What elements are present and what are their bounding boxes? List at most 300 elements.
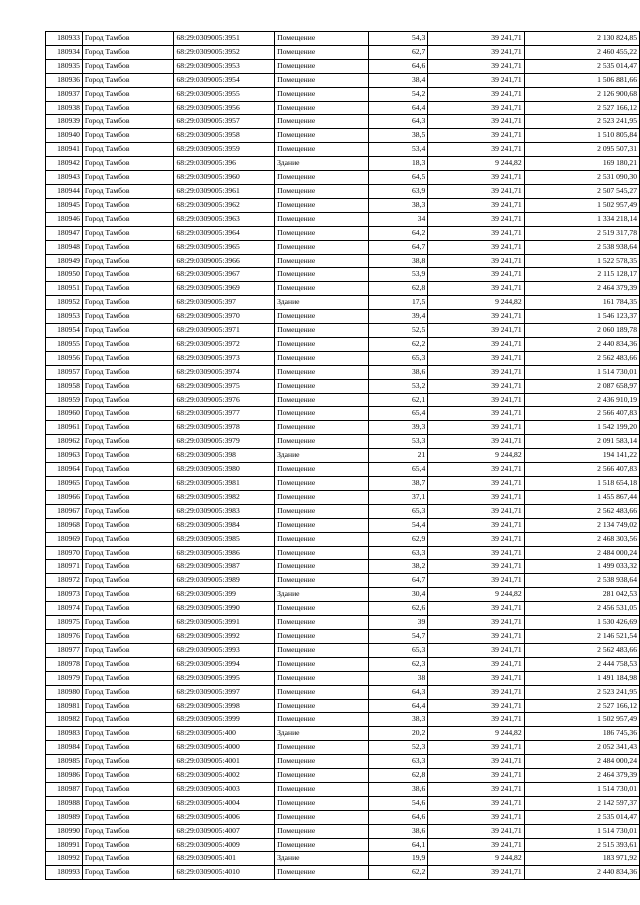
object-type-cell: Здание [275,157,369,171]
municipality-cell: Город Тамбов [82,421,174,435]
table-row [46,727,640,741]
unit-value-cell: 39 241,71 [428,490,524,504]
table-row [46,713,640,727]
unit-value-cell: 39 241,71 [428,616,524,630]
row-number-cell: 180984 [46,741,83,755]
unit-value-cell: 9 244,82 [428,727,524,741]
municipality-cell: Город Тамбов [82,727,174,741]
object-type-cell: Помещение [275,782,369,796]
table-row [46,560,640,574]
area-cell: 38,8 [368,254,428,268]
row-number-cell: 180954 [46,324,83,338]
area-cell: 64,3 [368,685,428,699]
row-number-cell: 180962 [46,435,83,449]
table-row [46,129,640,143]
row-number-cell: 180964 [46,463,83,477]
cadastral-value-cell: 2 562 483,66 [524,351,639,365]
area-cell: 38,7 [368,477,428,491]
cadastral-number-cell: 68:29:0309005:3981 [174,477,275,491]
object-type-cell: Помещение [275,546,369,560]
table-row [46,504,640,518]
unit-value-cell: 39 241,71 [428,282,524,296]
table-row [46,435,640,449]
unit-value-cell: 39 241,71 [428,769,524,783]
cadastral-value-cell: 2 464 379,39 [524,282,639,296]
municipality-cell: Город Тамбов [82,518,174,532]
area-cell: 64,4 [368,101,428,115]
municipality-cell: Город Тамбов [82,198,174,212]
object-type-cell: Помещение [275,435,369,449]
municipality-cell: Город Тамбов [82,755,174,769]
cadastral-value-cell: 2 527 166,12 [524,699,639,713]
cadastral-value-cell: 2 484 000,24 [524,546,639,560]
cadastral-value-cell: 1 514 730,01 [524,365,639,379]
municipality-cell: Город Тамбов [82,852,174,866]
unit-value-cell: 39 241,71 [428,45,524,59]
unit-value-cell: 39 241,71 [428,268,524,282]
municipality-cell: Город Тамбов [82,171,174,185]
object-type-cell: Помещение [275,393,369,407]
cadastral-number-cell: 68:29:0309005:3970 [174,310,275,324]
row-number-cell: 180937 [46,87,83,101]
table-row [46,685,640,699]
cadastral-number-cell: 68:29:0309005:401 [174,852,275,866]
table-row [46,518,640,532]
cadastral-number-cell: 68:29:0309005:4004 [174,796,275,810]
row-number-cell: 180975 [46,616,83,630]
cadastral-value-cell: 2 091 583,14 [524,435,639,449]
cadastral-value-cell: 2 562 483,66 [524,643,639,657]
area-cell: 54,4 [368,518,428,532]
row-number-cell: 180955 [46,337,83,351]
cadastral-value-table [45,31,640,880]
unit-value-cell: 39 241,71 [428,699,524,713]
cadastral-number-cell: 68:29:0309005:3969 [174,282,275,296]
municipality-cell: Город Тамбов [82,449,174,463]
municipality-cell: Город Тамбов [82,240,174,254]
row-number-cell: 180936 [46,73,83,87]
municipality-cell: Город Тамбов [82,296,174,310]
object-type-cell: Помещение [275,101,369,115]
cadastral-number-cell: 68:29:0309005:3982 [174,490,275,504]
row-number-cell: 180950 [46,268,83,282]
row-number-cell: 180982 [46,713,83,727]
cadastral-number-cell: 68:29:0309005:3985 [174,532,275,546]
municipality-cell: Город Тамбов [82,324,174,338]
cadastral-number-cell: 68:29:0309005:3998 [174,699,275,713]
cadastral-number-cell: 68:29:0309005:3963 [174,212,275,226]
table-row [46,671,640,685]
object-type-cell: Помещение [275,671,369,685]
object-type-cell: Здание [275,588,369,602]
cadastral-number-cell: 68:29:0309005:3961 [174,184,275,198]
object-type-cell: Здание [275,852,369,866]
unit-value-cell: 9 244,82 [428,449,524,463]
municipality-cell: Город Тамбов [82,643,174,657]
area-cell: 62,2 [368,337,428,351]
row-number-cell: 180959 [46,393,83,407]
unit-value-cell: 39 241,71 [428,407,524,421]
row-number-cell: 180944 [46,184,83,198]
area-cell: 38 [368,671,428,685]
table-row [46,87,640,101]
municipality-cell: Город Тамбов [82,463,174,477]
table-row [46,657,640,671]
unit-value-cell: 9 244,82 [428,852,524,866]
object-type-cell: Помещение [275,504,369,518]
municipality-cell: Город Тамбов [82,685,174,699]
municipality-cell: Город Тамбов [82,351,174,365]
cadastral-value-cell: 2 052 341,43 [524,741,639,755]
cadastral-number-cell: 68:29:0309005:396 [174,157,275,171]
cadastral-value-cell: 2 060 189,78 [524,324,639,338]
row-number-cell: 180979 [46,671,83,685]
municipality-cell: Город Тамбов [82,87,174,101]
object-type-cell: Помещение [275,699,369,713]
municipality-cell: Город Тамбов [82,45,174,59]
cadastral-value-cell: 2 535 014,47 [524,810,639,824]
municipality-cell: Город Тамбов [82,796,174,810]
object-type-cell: Помещение [275,741,369,755]
cadastral-number-cell: 68:29:0309005:4003 [174,782,275,796]
cadastral-value-cell: 2 464 379,39 [524,769,639,783]
area-cell: 52,3 [368,741,428,755]
cadastral-number-cell: 68:29:0309005:397 [174,296,275,310]
area-cell: 19,9 [368,852,428,866]
object-type-cell: Помещение [275,45,369,59]
municipality-cell: Город Тамбов [82,741,174,755]
unit-value-cell: 39 241,71 [428,226,524,240]
municipality-cell: Город Тамбов [82,212,174,226]
cadastral-value-cell: 1 518 654,18 [524,477,639,491]
municipality-cell: Город Тамбов [82,504,174,518]
table-row [46,365,640,379]
cadastral-number-cell: 68:29:0309005:3951 [174,32,275,46]
table-row [46,184,640,198]
municipality-cell: Город Тамбов [82,337,174,351]
row-number-cell: 180934 [46,45,83,59]
cadastral-value-cell: 169 180,21 [524,157,639,171]
cadastral-number-cell: 68:29:0309005:3958 [174,129,275,143]
row-number-cell: 180961 [46,421,83,435]
unit-value-cell: 39 241,71 [428,240,524,254]
cadastral-number-cell: 68:29:0309005:3967 [174,268,275,282]
row-number-cell: 180942 [46,157,83,171]
object-type-cell: Помещение [275,477,369,491]
table-row [46,393,640,407]
area-cell: 18,3 [368,157,428,171]
municipality-cell: Город Тамбов [82,477,174,491]
cadastral-value-cell: 2 515 393,61 [524,838,639,852]
cadastral-value-cell: 2 130 824,85 [524,32,639,46]
table-row [46,782,640,796]
cadastral-value-cell: 2 538 938,64 [524,574,639,588]
municipality-cell: Город Тамбов [82,268,174,282]
unit-value-cell: 39 241,71 [428,73,524,87]
unit-value-cell: 39 241,71 [428,337,524,351]
table-row [46,268,640,282]
unit-value-cell: 9 244,82 [428,588,524,602]
cadastral-number-cell: 68:29:0309005:3962 [174,198,275,212]
municipality-cell: Город Тамбов [82,365,174,379]
cadastral-value-cell: 2 523 241,95 [524,115,639,129]
table-row [46,101,640,115]
unit-value-cell: 39 241,71 [428,212,524,226]
row-number-cell: 180965 [46,477,83,491]
unit-value-cell: 39 241,71 [428,171,524,185]
cadastral-value-cell: 1 455 867,44 [524,490,639,504]
object-type-cell: Помещение [275,282,369,296]
cadastral-number-cell: 68:29:0309005:3994 [174,657,275,671]
object-type-cell: Помещение [275,171,369,185]
table-row [46,73,640,87]
unit-value-cell: 39 241,71 [428,324,524,338]
municipality-cell: Город Тамбов [82,866,174,880]
cadastral-number-cell: 68:29:0309005:3978 [174,421,275,435]
table-row [46,282,640,296]
object-type-cell: Помещение [275,713,369,727]
area-cell: 37,1 [368,490,428,504]
cadastral-number-cell: 68:29:0309005:3956 [174,101,275,115]
area-cell: 62,7 [368,45,428,59]
table-row [46,198,640,212]
cadastral-number-cell: 68:29:0309005:3975 [174,379,275,393]
cadastral-number-cell: 68:29:0309005:4001 [174,755,275,769]
object-type-cell: Помещение [275,87,369,101]
object-type-cell: Помещение [275,351,369,365]
object-type-cell: Помещение [275,838,369,852]
object-type-cell: Помещение [275,769,369,783]
object-type-cell: Помещение [275,365,369,379]
cadastral-value-cell: 2 095 507,31 [524,143,639,157]
area-cell: 53,3 [368,435,428,449]
row-number-cell: 180951 [46,282,83,296]
object-type-cell: Помещение [275,643,369,657]
unit-value-cell: 39 241,71 [428,115,524,129]
unit-value-cell: 39 241,71 [428,532,524,546]
area-cell: 62,8 [368,282,428,296]
unit-value-cell: 39 241,71 [428,379,524,393]
row-number-cell: 180972 [46,574,83,588]
municipality-cell: Город Тамбов [82,782,174,796]
area-cell: 64,1 [368,838,428,852]
row-number-cell: 180948 [46,240,83,254]
object-type-cell: Помещение [275,129,369,143]
cadastral-number-cell: 68:29:0309005:398 [174,449,275,463]
cadastral-number-cell: 68:29:0309005:4010 [174,866,275,880]
cadastral-number-cell: 68:29:0309005:4002 [174,769,275,783]
unit-value-cell: 39 241,71 [428,393,524,407]
area-cell: 53,9 [368,268,428,282]
area-cell: 20,2 [368,727,428,741]
area-cell: 64,5 [368,171,428,185]
cadastral-value-cell: 1 502 957,49 [524,713,639,727]
cadastral-value-cell: 1 546 123,37 [524,310,639,324]
area-cell: 17,5 [368,296,428,310]
area-cell: 53,4 [368,143,428,157]
cadastral-number-cell: 68:29:0309005:3987 [174,560,275,574]
table-row [46,810,640,824]
cadastral-value-cell: 1 522 578,35 [524,254,639,268]
area-cell: 52,5 [368,324,428,338]
area-cell: 64,2 [368,226,428,240]
object-type-cell: Помещение [275,212,369,226]
unit-value-cell: 39 241,71 [428,796,524,810]
table-row [46,546,640,560]
object-type-cell: Помещение [275,463,369,477]
cadastral-value-cell: 2 126 900,68 [524,87,639,101]
unit-value-cell: 39 241,71 [428,602,524,616]
cadastral-number-cell: 68:29:0309005:3953 [174,59,275,73]
table-row [46,407,640,421]
unit-value-cell: 39 241,71 [428,546,524,560]
cadastral-number-cell: 68:29:0309005:3980 [174,463,275,477]
table-row [46,796,640,810]
area-cell: 38,5 [368,129,428,143]
cadastral-value-cell: 2 523 241,95 [524,685,639,699]
cadastral-value-cell: 1 530 426,69 [524,616,639,630]
unit-value-cell: 39 241,71 [428,184,524,198]
cadastral-value-cell: 1 334 218,14 [524,212,639,226]
row-number-cell: 180943 [46,171,83,185]
cadastral-number-cell: 68:29:0309005:3972 [174,337,275,351]
cadastral-value-cell: 2 146 521,54 [524,629,639,643]
row-number-cell: 180941 [46,143,83,157]
municipality-cell: Город Тамбов [82,657,174,671]
cadastral-value-cell: 1 499 033,32 [524,560,639,574]
municipality-cell: Город Тамбов [82,157,174,171]
area-cell: 64,3 [368,115,428,129]
object-type-cell: Помещение [275,73,369,87]
table-row [46,240,640,254]
object-type-cell: Помещение [275,796,369,810]
area-cell: 38,6 [368,782,428,796]
unit-value-cell: 39 241,71 [428,685,524,699]
area-cell: 38,4 [368,73,428,87]
area-cell: 38,3 [368,713,428,727]
cadastral-number-cell: 68:29:0309005:4007 [174,824,275,838]
row-number-cell: 180991 [46,838,83,852]
cadastral-value-cell: 2 134 749,02 [524,518,639,532]
cadastral-value-cell: 183 971,92 [524,852,639,866]
municipality-cell: Город Тамбов [82,254,174,268]
cadastral-number-cell: 68:29:0309005:399 [174,588,275,602]
cadastral-number-cell: 68:29:0309005:3952 [174,45,275,59]
row-number-cell: 180980 [46,685,83,699]
unit-value-cell: 39 241,71 [428,657,524,671]
unit-value-cell: 39 241,71 [428,32,524,46]
municipality-cell: Город Тамбов [82,671,174,685]
object-type-cell: Помещение [275,657,369,671]
cadastral-number-cell: 68:29:0309005:3976 [174,393,275,407]
object-type-cell: Помещение [275,866,369,880]
cadastral-number-cell: 68:29:0309005:3997 [174,685,275,699]
row-number-cell: 180946 [46,212,83,226]
row-number-cell: 180983 [46,727,83,741]
area-cell: 64,7 [368,240,428,254]
cadastral-number-cell: 68:29:0309005:3954 [174,73,275,87]
object-type-cell: Помещение [275,532,369,546]
row-number-cell: 180963 [46,449,83,463]
table-row [46,379,640,393]
table-row [46,574,640,588]
cadastral-value-cell: 2 566 407,83 [524,463,639,477]
row-number-cell: 180985 [46,755,83,769]
area-cell: 38,2 [368,560,428,574]
unit-value-cell: 39 241,71 [428,713,524,727]
area-cell: 65,3 [368,504,428,518]
table-row [46,32,640,46]
cadastral-number-cell: 68:29:0309005:3957 [174,115,275,129]
cadastral-value-cell: 2 484 000,24 [524,755,639,769]
unit-value-cell: 9 244,82 [428,296,524,310]
municipality-cell: Город Тамбов [82,713,174,727]
cadastral-number-cell: 68:29:0309005:3960 [174,171,275,185]
unit-value-cell: 39 241,71 [428,518,524,532]
unit-value-cell: 39 241,71 [428,560,524,574]
row-number-cell: 180960 [46,407,83,421]
object-type-cell: Помещение [275,421,369,435]
table-row [46,324,640,338]
table-row [46,449,640,463]
cadastral-value-cell: 2 087 658,97 [524,379,639,393]
table-row [46,755,640,769]
object-type-cell: Помещение [275,824,369,838]
cadastral-number-cell: 68:29:0309005:3984 [174,518,275,532]
area-cell: 21 [368,449,428,463]
row-number-cell: 180957 [46,365,83,379]
row-number-cell: 180987 [46,782,83,796]
object-type-cell: Помещение [275,226,369,240]
row-number-cell: 180947 [46,226,83,240]
cadastral-value-cell: 2 566 407,83 [524,407,639,421]
row-number-cell: 180956 [46,351,83,365]
object-type-cell: Помещение [275,115,369,129]
area-cell: 62,8 [368,769,428,783]
row-number-cell: 180958 [46,379,83,393]
row-number-cell: 180966 [46,490,83,504]
table-body [46,32,640,880]
area-cell: 38,6 [368,824,428,838]
cadastral-number-cell: 68:29:0309005:3995 [174,671,275,685]
area-cell: 62,1 [368,393,428,407]
object-type-cell: Помещение [275,379,369,393]
unit-value-cell: 39 241,71 [428,810,524,824]
cadastral-value-cell: 2 456 531,05 [524,602,639,616]
object-type-cell: Помещение [275,685,369,699]
object-type-cell: Помещение [275,755,369,769]
object-type-cell: Помещение [275,574,369,588]
table-row [46,296,640,310]
municipality-cell: Город Тамбов [82,490,174,504]
unit-value-cell: 39 241,71 [428,782,524,796]
cadastral-number-cell: 68:29:0309005:3992 [174,629,275,643]
area-cell: 64,6 [368,810,428,824]
object-type-cell: Помещение [275,616,369,630]
row-number-cell: 180986 [46,769,83,783]
cadastral-number-cell: 68:29:0309005:3989 [174,574,275,588]
municipality-cell: Город Тамбов [82,101,174,115]
municipality-cell: Город Тамбов [82,59,174,73]
object-type-cell: Помещение [275,143,369,157]
row-number-cell: 180976 [46,629,83,643]
cadastral-number-cell: 68:29:0309005:400 [174,727,275,741]
table-row [46,212,640,226]
municipality-cell: Город Тамбов [82,769,174,783]
area-cell: 63,9 [368,184,428,198]
unit-value-cell: 39 241,71 [428,421,524,435]
table-row [46,463,640,477]
